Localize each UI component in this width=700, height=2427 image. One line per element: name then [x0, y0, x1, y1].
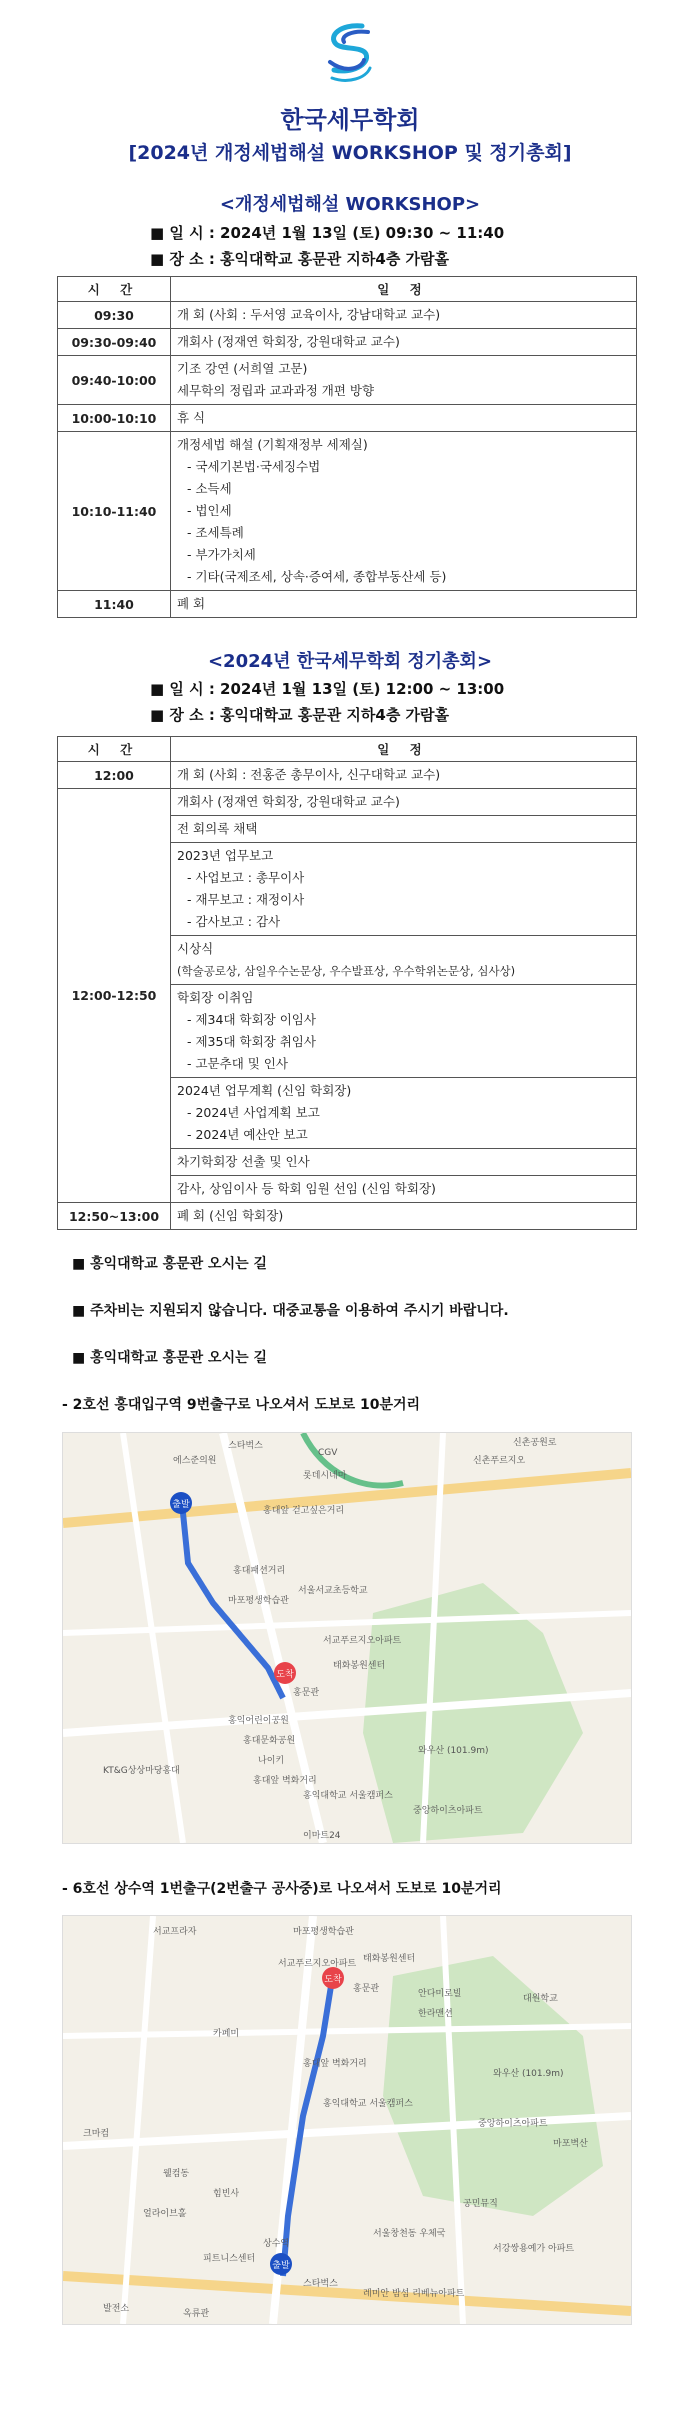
- row-subitem: - 기타(국제조세, 상속·증여세, 종합부동산세 등): [187, 569, 447, 584]
- map-label: 태화봉원센터: [363, 1954, 416, 1964]
- row-time: 10:10-11:40: [58, 432, 171, 591]
- map-label: 홍대앞 벽화거리: [253, 1776, 317, 1786]
- workshop-schedule-table: [57, 276, 637, 618]
- column-header-schedule: 일 정: [171, 737, 637, 762]
- map-label: 홍문관: [353, 1984, 380, 1994]
- table-header-row: [58, 277, 637, 302]
- row-subitem: - 소득세: [187, 481, 232, 496]
- map-label: 스타벅스: [303, 2279, 338, 2289]
- map-label: 홍대앞 벽화거리: [303, 2059, 367, 2069]
- map-label: 크마컴: [83, 2129, 110, 2139]
- map-label: 안다미로빌: [418, 1989, 462, 1999]
- row-subitem: - 법인세: [187, 503, 232, 518]
- table-header-row: [58, 737, 637, 762]
- column-header-time: 시 간: [58, 277, 171, 302]
- assembly-title: <2024년 한국세무학회 정기총회>: [207, 651, 493, 672]
- row-item: 세무학의 정립과 교과과정 개편 방향: [177, 383, 375, 398]
- table-row: [58, 432, 637, 591]
- table-row: [58, 789, 637, 816]
- workshop-title: <개정세법해설 WORKSHOP>: [219, 194, 481, 215]
- map-label: 서울창천동 우체국: [373, 2229, 446, 2239]
- map-label: 홍익대학교 서울캠퍼스: [303, 1791, 393, 1801]
- row-subitem: - 제34대 학회장 이임사: [187, 1012, 316, 1027]
- row-time: 09:30-09:40: [58, 329, 171, 356]
- map-label: 상수역: [263, 2239, 290, 2249]
- parking-notice: ■ 주차비는 지원되지 않습니다. 대중교통을 이용하여 주시기 바랍니다.: [72, 1303, 509, 1319]
- assembly-place: ■ 장 소 : 홍익대학교 홍문관 지하4층 가람홀: [150, 706, 450, 724]
- row-item: 학회장 이취임: [177, 990, 254, 1005]
- workshop-date: ■ 일 시 : 2024년 1월 13일 (토) 09:30 ~ 11:40: [150, 224, 505, 242]
- row-time: 11:40: [58, 591, 171, 618]
- row-item: 폐 회: [177, 596, 206, 611]
- map-label: 옥류관: [183, 2309, 210, 2319]
- map-label: 한라맨션: [418, 2009, 453, 2019]
- map-label: 피트니스센터: [203, 2254, 256, 2264]
- row-item: 차기학회장 선출 및 인사: [177, 1154, 310, 1169]
- map-label: 와우산 (101.9m): [418, 1746, 489, 1756]
- map-label: 서교푸르지오아파트: [278, 1959, 357, 1969]
- map-end-label: 도착: [276, 1670, 294, 1680]
- workshop-place: ■ 장 소 : 홍익대학교 홍문관 지하4층 가람홀: [150, 250, 450, 268]
- row-item: 2024년 업무계획 (신임 학회장): [177, 1083, 352, 1098]
- table-row: [58, 762, 637, 789]
- map-label: 홍대문화공원: [243, 1736, 296, 1746]
- directions-heading: ■ 홍익대학교 홍문관 오시는 길: [72, 1256, 268, 1272]
- map-route-1[interactable]: [62, 1432, 632, 1844]
- map-label: 에스준의원: [173, 1456, 217, 1466]
- map-label: 서교프라자: [153, 1927, 197, 1937]
- map-label: 서교푸르지오아파트: [323, 1636, 402, 1646]
- row-item: 시상식: [177, 941, 214, 956]
- table-row: [58, 329, 637, 356]
- map-label: 와우산 (101.9m): [493, 2069, 564, 2079]
- event-title: [2024년 개정세법해설 WORKSHOP 및 정기총회]: [128, 142, 572, 164]
- map-label: KT&G상상마당홍대: [103, 1766, 180, 1776]
- row-item: 개회사 (정재연 학회장, 강원대학교 교수): [177, 334, 400, 349]
- row-item: 기조 강연 (서희열 고문): [177, 361, 308, 376]
- directions-heading-2: ■ 홍익대학교 홍문관 오시는 길: [72, 1350, 268, 1366]
- row-subitem: - 제35대 학회장 취임사: [187, 1034, 316, 1049]
- row-subitem: - 재무보고 : 재정이사: [187, 892, 305, 907]
- row-subitem: - 2024년 예산안 보고: [187, 1127, 308, 1142]
- row-subitem: - 2024년 사업계획 보고: [187, 1105, 320, 1120]
- map-label: 얼라이브홀: [143, 2209, 187, 2219]
- row-subitem: - 고문추대 및 인사: [187, 1056, 288, 1071]
- column-header-time: 시 간: [58, 737, 171, 762]
- map-label: 신촌푸르지오: [473, 1456, 526, 1466]
- row-subitem: - 조세특례: [187, 525, 244, 540]
- assembly-schedule-table: [57, 736, 637, 1230]
- map-label: 서울서교초등학교: [298, 1586, 368, 1596]
- map-label: 힘빈사: [213, 2189, 240, 2199]
- row-item: 개 회 (사회 : 전홍준 총무이사, 신구대학교 교수): [177, 767, 441, 782]
- map-label: 서강쌍용예가 아파트: [493, 2244, 575, 2254]
- map-label: 스타벅스: [228, 1441, 263, 1451]
- map-label: 마포평생학습관: [293, 1927, 354, 1937]
- map-label: 마포평생학습관: [228, 1596, 289, 1606]
- row-time: 09:30: [58, 302, 171, 329]
- table-row: [58, 405, 637, 432]
- row-subitem: - 국세기본법·국세징수법: [187, 459, 321, 474]
- route-2-text: - 6호선 상수역 1번출구(2번출구 공사중)로 나오셔서 도보로 10분거리: [62, 1881, 502, 1897]
- map-label: 웰컴동: [163, 2169, 190, 2179]
- row-time: 12:00-12:50: [58, 789, 171, 1203]
- table-row: [58, 356, 637, 405]
- row-subitem: - 감사보고 : 감사: [187, 914, 281, 929]
- map-label: 레미안 밤섬 리베뉴아파트: [363, 2289, 465, 2299]
- map-start-label: 출발: [172, 1500, 190, 1510]
- row-subitem: (학술공로상, 삼일우수논문상, 우수발표상, 우수학위논문상, 심사상): [177, 964, 516, 978]
- map-label: 홍문관: [293, 1688, 320, 1698]
- row-time: 12:50~13:00: [58, 1203, 171, 1230]
- map-label: 신촌공원로: [513, 1438, 557, 1448]
- table-row: [58, 1203, 637, 1230]
- map-label: 이마트24: [303, 1831, 341, 1841]
- row-item: 휴 식: [177, 410, 206, 425]
- map-label: 나이키: [258, 1756, 285, 1766]
- row-item: 폐 회 (신임 학회장): [177, 1208, 284, 1223]
- map-label: 공민뮤직: [463, 2199, 498, 2209]
- organization-name: 한국세무학회: [280, 106, 420, 134]
- map-label: 홍익어린이공원: [228, 1716, 289, 1726]
- map-label: 카페미: [213, 2029, 240, 2039]
- map-label: 홍대앞 걷고싶은거리: [263, 1506, 345, 1516]
- route-1-text: - 2호선 홍대입구역 9번출구로 나오셔서 도보로 10분거리: [62, 1397, 421, 1413]
- table-row: [58, 302, 637, 329]
- map-label: 마포벽산: [553, 2139, 588, 2149]
- row-item: 개 회 (사회 : 두서영 교육이사, 강남대학교 교수): [177, 307, 441, 322]
- society-logo-icon: [322, 22, 378, 84]
- row-time: 09:40-10:00: [58, 356, 171, 405]
- row-item: 감사, 상임이사 등 학회 임원 선임 (신임 학회장): [177, 1181, 436, 1196]
- map-label: 태화봉원센터: [333, 1661, 386, 1671]
- row-item: 개회사 (정재연 학회장, 강원대학교 교수): [177, 794, 400, 809]
- row-item: 전 회의록 채택: [177, 821, 258, 836]
- map-label: CGV: [318, 1448, 338, 1458]
- map-route-2[interactable]: [62, 1915, 632, 2325]
- map-label: 중앙하이츠아파트: [478, 2119, 548, 2129]
- map-label: 대원학교: [523, 1994, 558, 2004]
- row-time: 10:00-10:10: [58, 405, 171, 432]
- map-label: 홍익대학교 서울캠퍼스: [323, 2099, 413, 2109]
- column-header-schedule: 일 정: [171, 277, 637, 302]
- map-label: 롯데시네마: [303, 1471, 347, 1481]
- row-subitem: - 부가가치세: [187, 547, 256, 562]
- map-end-label: 도착: [324, 1975, 342, 1985]
- row-item: 개정세법 해설 (기획재정부 세제실): [177, 437, 368, 452]
- map-label: 중앙하이츠아파트: [413, 1806, 483, 1816]
- map-label: 발전소: [103, 2304, 130, 2314]
- map-label: 홍대패션거리: [233, 1566, 286, 1576]
- map-start-label: 출발: [272, 2261, 290, 2271]
- row-subitem: - 사업보고 : 총무이사: [187, 870, 305, 885]
- row-time: 12:00: [58, 762, 171, 789]
- assembly-date: ■ 일 시 : 2024년 1월 13일 (토) 12:00 ~ 13:00: [150, 680, 505, 698]
- table-row: [58, 591, 637, 618]
- row-item: 2023년 업무보고: [177, 848, 274, 863]
